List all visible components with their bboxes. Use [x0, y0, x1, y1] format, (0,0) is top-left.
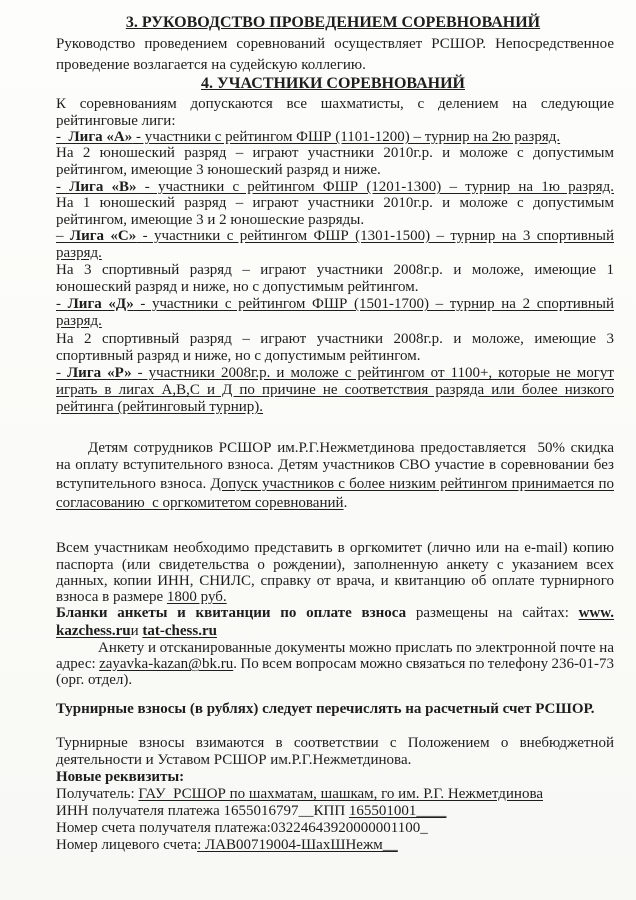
text-segment: разряд. — [56, 313, 102, 329]
text-segment: вступительного взноса. — [56, 476, 211, 492]
text-segment: - — [56, 179, 70, 195]
text-line — [56, 113, 614, 129]
text-segment: - — [56, 129, 69, 145]
text-line — [56, 656, 614, 672]
text-line — [56, 262, 614, 278]
link[interactable]: zayavka-kazan@bk.ru — [99, 656, 234, 672]
text-segment: взноса в размере — [56, 589, 167, 605]
text-segment: 4. УЧАСТНИКИ СОРЕВНОВАНИЙ — [201, 75, 465, 92]
text-segment: и — [130, 623, 143, 639]
text-line — [56, 589, 614, 605]
text-line — [56, 382, 614, 398]
text-segment: рейтинговые лиги: — [56, 113, 176, 129]
link[interactable]: www. — [578, 605, 615, 621]
text-line — [56, 457, 614, 473]
bold-text: Лига «Р» — [67, 365, 132, 381]
text-segment: Номер лицевого счета — [56, 837, 198, 853]
text-segment: Номер счета получателя платежа:03224643920000001100_ — [56, 820, 428, 836]
text-line — [56, 623, 614, 639]
text-line — [56, 540, 614, 556]
text-line — [56, 313, 614, 329]
text-line — [88, 440, 614, 456]
text-line — [56, 769, 614, 785]
link[interactable]: kazchess.ru — [56, 623, 131, 639]
text-segment: 3. РУКОВОДСТВО ПРОВЕДЕНИЕМ СОРЕВНОВАНИЙ — [125, 14, 541, 31]
text-segment: проведение возлагается на судейскую коллегию. — [56, 57, 366, 73]
text-segment: (орг. отдел). — [56, 672, 133, 688]
text-line — [56, 228, 614, 244]
text-segment: На 2 юношеский разряд – играют участники 2010г.р. и моложе с допустимым — [56, 145, 614, 161]
text-segment: юношеский разряд и ниже, но с допустимым рейтингом. — [56, 279, 419, 295]
text-segment: рейтингом, имеющие 3 и 2 юношеские разряды. — [56, 212, 365, 228]
text-line — [56, 212, 614, 228]
text-segment: . По всем вопросам можно связаться по телефону 236-01-73 — [233, 656, 614, 672]
text-line — [56, 837, 614, 853]
text-line — [56, 96, 614, 112]
link[interactable]: tat-chess.ru — [142, 623, 217, 639]
bold-text: Новые реквизиты: — [56, 769, 185, 785]
text-segment: . — [343, 495, 348, 511]
text-segment: на оплату вступительного взноса. Детям участников СВО участие в соревновании без — [56, 457, 614, 473]
text-line — [56, 36, 614, 52]
text-line — [56, 279, 614, 295]
text-line — [56, 162, 614, 178]
text-segment: 1800 руб. — [166, 589, 227, 605]
text-segment: – — [56, 228, 70, 244]
text-segment: - — [56, 296, 68, 312]
text-line — [56, 476, 614, 492]
bold-text: Лига «В» — [69, 179, 137, 195]
bold-text: Бланки анкеты и квитанции по оплате взноса — [56, 605, 407, 621]
text-segment: Всем участникам необходимо представить в оргкомитет (лично или на e-mail) копию — [56, 540, 614, 556]
section-4-heading — [30, 76, 636, 92]
text-line — [56, 786, 614, 802]
text-line — [56, 129, 614, 145]
text-segment: данных, копии ИНН, СНИЛС, справку от врача, и квитанцию об оплате турнирного — [56, 573, 614, 589]
text-segment: рейтинга (рейтинговый турнир). — [56, 399, 264, 415]
text-segment: На 1 юношеский разряд – играют участники 2010г.р. и моложе с допустимым — [56, 195, 614, 211]
text-segment: На 2 спортивный разряд – играют участники 2008г.р. и моложе, имеющие 3 — [56, 331, 614, 347]
text-line — [56, 145, 614, 161]
text-line — [56, 557, 614, 573]
text-line — [56, 365, 614, 381]
text-segment: деятельности и Уставом РСШОР им.Р.Г.Нежметдинова. — [56, 752, 412, 768]
text-segment: спортивный разряд и ниже, но с допустимым рейтингом. — [56, 348, 421, 364]
text-line — [56, 820, 614, 836]
text-line — [56, 701, 614, 717]
text-segment: - — [56, 365, 67, 381]
text-line — [56, 605, 614, 621]
text-line — [56, 57, 614, 73]
text-segment: Руководство проведением соревнований осуществляет РСШОР. Непосредственное — [56, 36, 614, 52]
bold-text: Лига «Д» — [67, 296, 134, 312]
text-line — [56, 573, 614, 589]
text-segment: Допуск участников с более низким рейтингом принимается по — [210, 476, 614, 492]
text-line — [98, 640, 614, 656]
text-segment: размещены на сайтах: — [406, 605, 579, 621]
text-segment: ИНН получателя платежа 1655016797__КПП — [56, 803, 349, 819]
text-line — [56, 672, 614, 688]
text-segment: Детям сотрудников РСШОР им.Р.Г.Нежметдинова предоставляется 50% скидка — [88, 440, 614, 456]
text-segment: Получатель: — [56, 786, 139, 802]
text-segment: паспорта (или свидетельства о рождении), заполненную анкету с указанием всех — [56, 557, 614, 573]
text-segment: - участники с рейтингом ФШР (1201-1300) – турнир на 1ю разряд. — [136, 179, 614, 195]
bold-text: Турнирные взносы (в рублях) следует перечислять на расчетный счет РСШОР. — [56, 701, 595, 717]
text-segment: ГАУ РСШОР по шахматам, шашкам, го им. Р.Г. Нежметдинова — [138, 786, 543, 802]
text-segment: Турнирные взносы взимаются в соответствии с Положением о внебюджетной — [56, 735, 614, 751]
text-segment: рейтингом, имеющие 3 юношеский разряд и ниже. — [56, 162, 381, 178]
text-line — [56, 179, 614, 195]
text-segment: Анкету и отсканированные документы можно прислать по электронной почте на — [98, 640, 614, 656]
text-segment: На 3 спортивный разряд – играют участники 2008г.р. и моложе, имеющие 1 — [56, 262, 614, 278]
text-segment: разряд. — [56, 245, 102, 261]
text-line — [56, 495, 614, 511]
text-segment: - участники 2008г.р. и моложе с рейтингом от 1100+, которые не могут — [131, 365, 614, 381]
text-line — [56, 735, 614, 751]
text-segment: адрес: — [56, 656, 100, 672]
text-segment: согласованию с оргкомитетом соревнований — [56, 495, 344, 511]
text-segment: - участники с рейтингом ФШР (1301-1500) – турнир на 3 спортивный — [136, 228, 614, 244]
text-line — [56, 752, 614, 768]
text-line — [56, 331, 614, 347]
section-3-heading — [30, 15, 636, 31]
text-line — [56, 195, 614, 211]
text-segment: : ЛАВ00719004-ШахШНежм__ — [197, 837, 398, 853]
text-line — [56, 245, 614, 261]
text-segment: играть в лигах А,В,С и Д по причине не соответствия разряда или более низкого — [56, 382, 614, 398]
text-line — [56, 803, 614, 819]
text-segment: К соревнованиям допускаются все шахматисты, с делением на следующие — [56, 96, 614, 112]
text-segment: - участники с рейтингом ФШР (1101-1200) – турнир на 2ю разряд. — [132, 129, 561, 145]
text-line — [56, 348, 614, 364]
text-segment: - участники с рейтингом ФШР (1501-1700) – турнир на 2 спортивный — [133, 296, 614, 312]
bold-text: Лига «А» — [68, 129, 133, 145]
bold-text: Лига «С» — [69, 228, 137, 244]
text-segment: 165501001____ — [348, 803, 447, 819]
text-line — [56, 399, 614, 415]
text-line — [56, 296, 614, 312]
